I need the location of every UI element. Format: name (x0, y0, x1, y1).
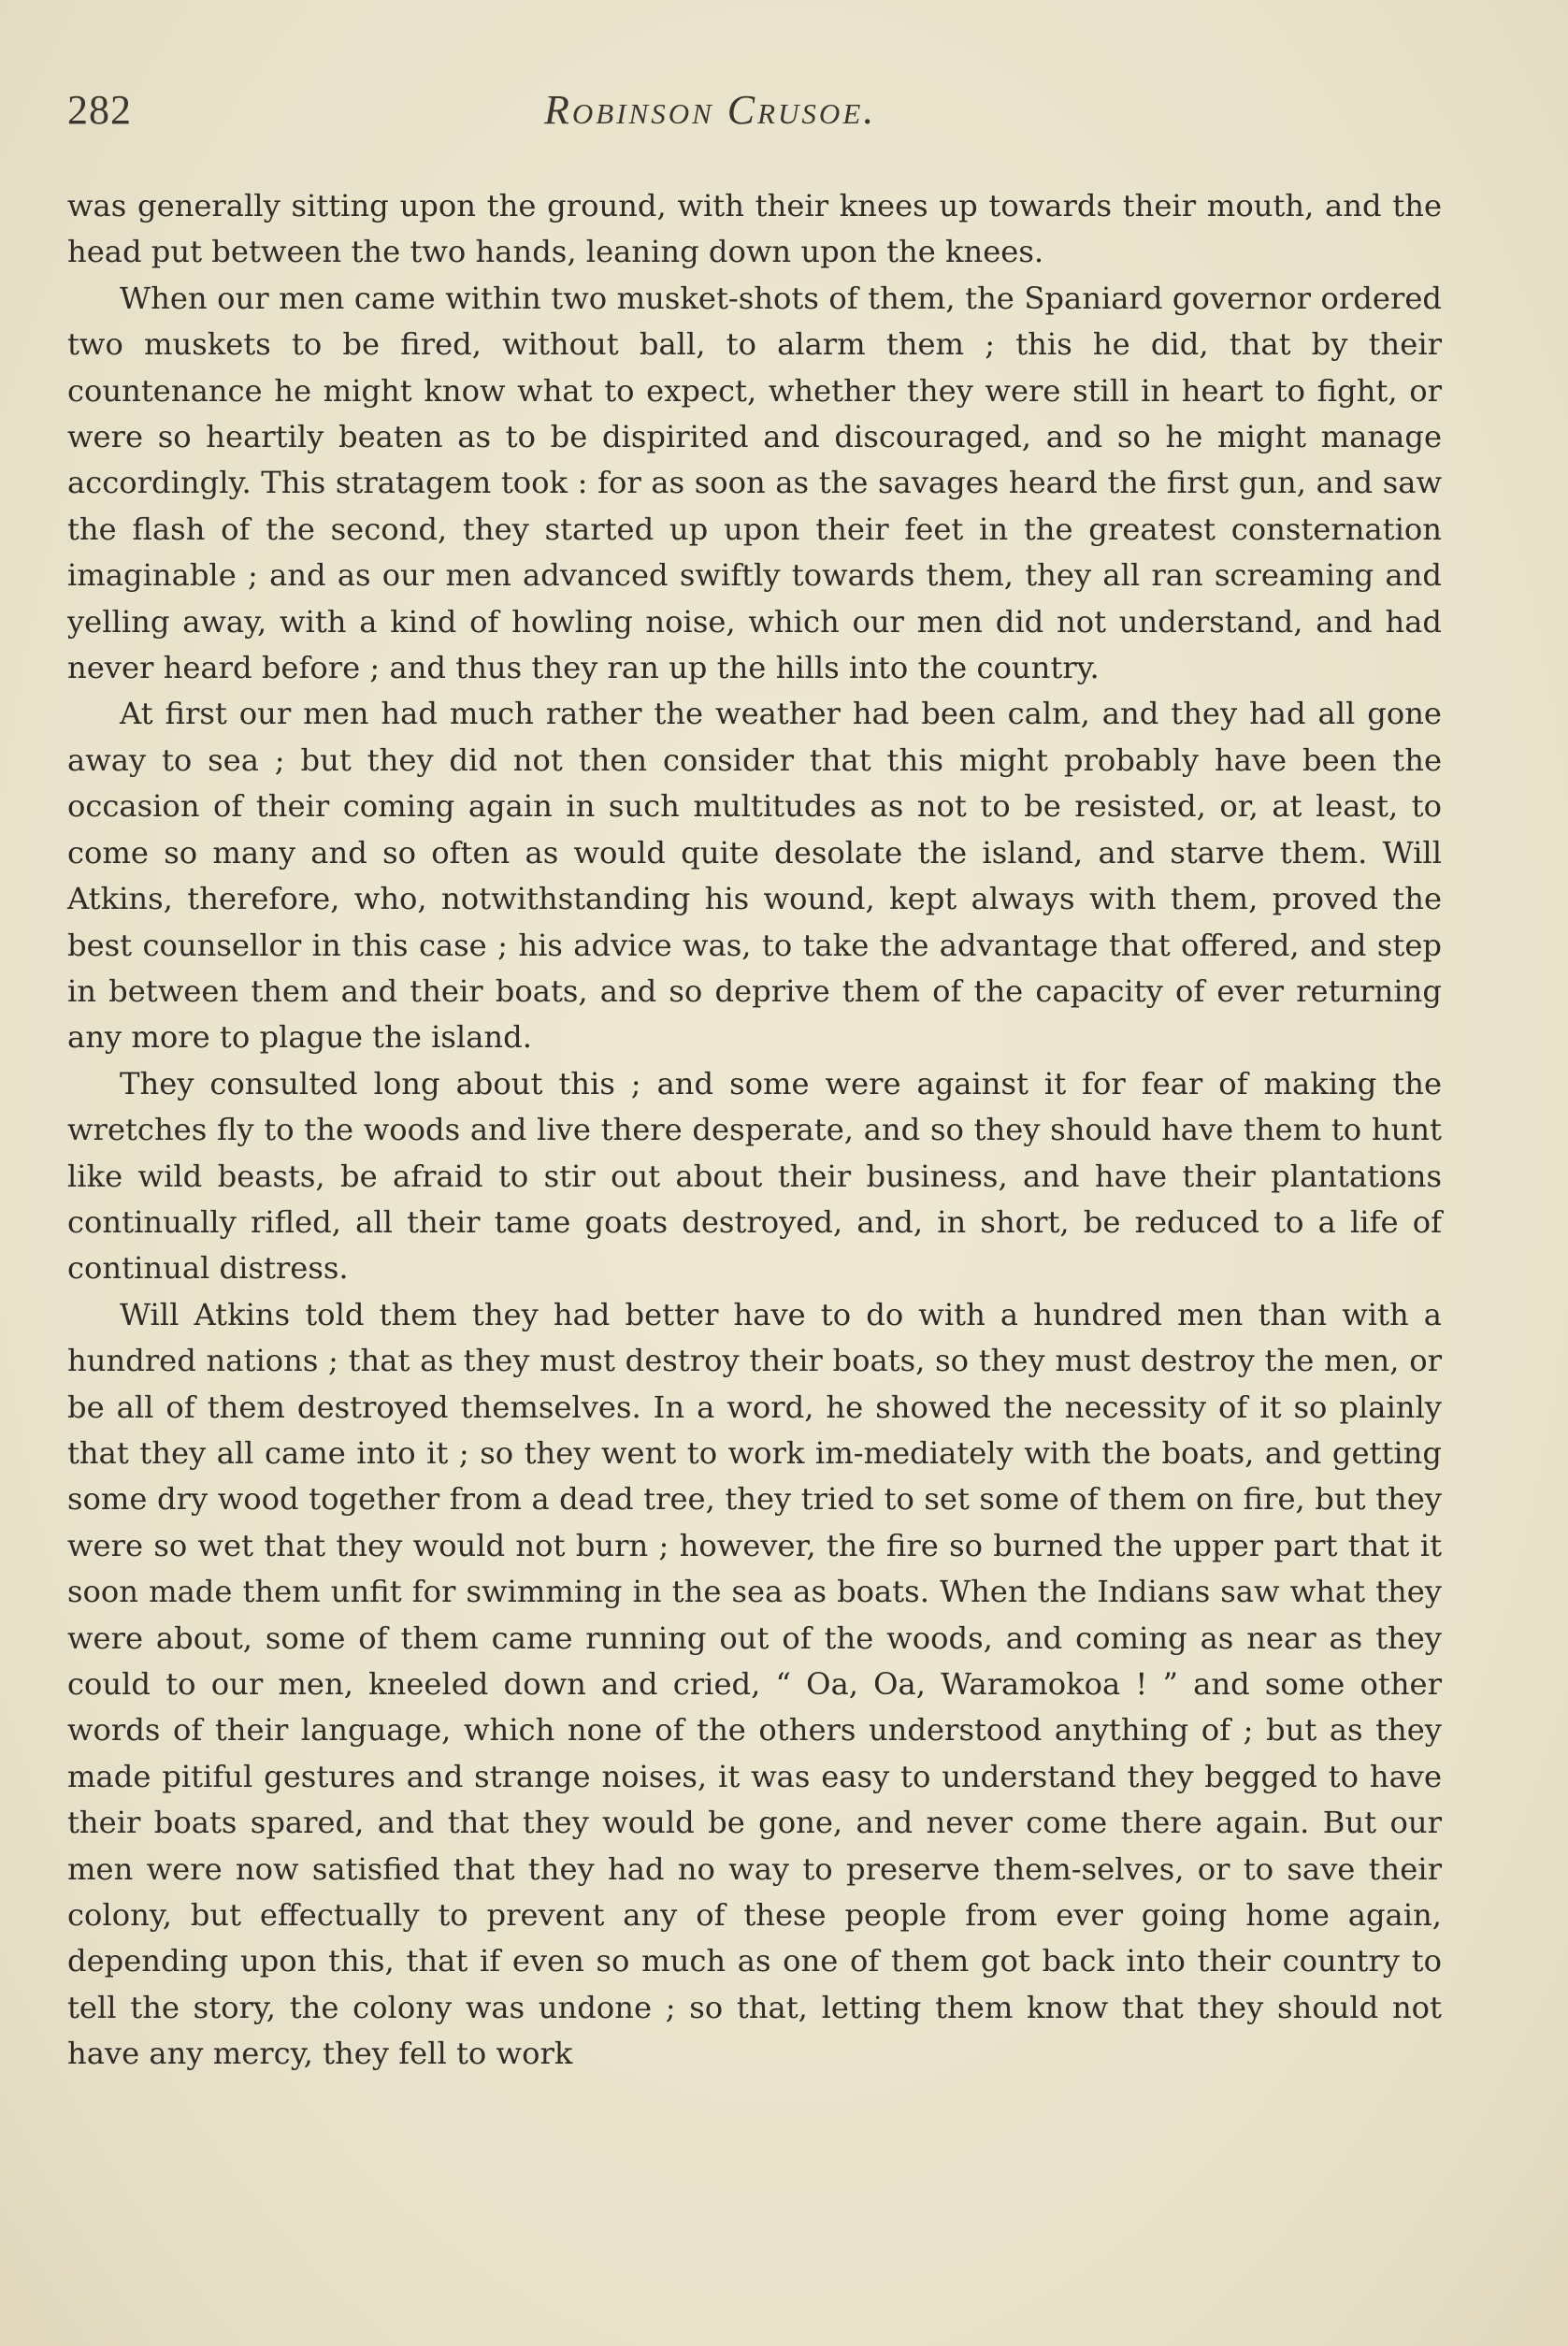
paragraph: Will Atkins told them they had better have to do with a hundred men than with a hundred nations ; that as they must destroy their boats, so they must destroy the men, or be all of them destroyed themselves. In a word, he showed the necessity of it so plainly that they all came into it ; so they went to work im-mediately with the boats, and getting some dry wood together from a dead tree, they tried to set some of them on fire, but they were so wet that they would not burn ; however, the fire so burned the upper part that it soon made them unfit for swimming in the sea as boats. When the Indians saw what they were about, some of them came running out of the woods, and coming as near as they could to our men, kneeled down and cried, “ Oa, Oa, Waramokoa ! ” and some other words of their language, which none of the others understood anything of ; but as they made pitiful gestures and strange noises, it was easy to understand they begged to have their boats spared, and that they would be gone, and never come there again. But our men were now satisfied that they had no way to preserve them-selves, or to save their colony, but effectually to prevent any of these people from ever going home again, depending upon this, that if even so much as one of them got back into their country to tell the story, the colony was undone ; so that, letting them know that they should not have any mercy, they fell to work (67, 1296, 1442, 2072)
paragraph-continuation: was generally sitting upon the ground, with their knees up towards their mouth, and the head put between the two hands, leaning down upon the knees. (67, 188, 1442, 270)
body-text (67, 183, 1442, 2078)
paragraph: When our men came within two musket-shots of them, the Spaniard governor ordered two muskets to be fired, without ball, to alarm them ; this he did, that by their countenance he might know what to expect, whether they were still in heart to fight, or were so heartily beaten as to be dispirited and discouraged, and so he might manage accordingly. This stratagem took : for as soon as the savages heard the first gun, and saw the flash of the second, they started up upon their feet in the greatest consternation imaginable ; and as our men advanced swiftly towards them, they all ran screaming and yelling away, with a kind of howling noise, which our men did not understand, and had never heard before ; and thus they ran up the hills into the country. (67, 280, 1442, 686)
paragraph: They consulted long about this ; and some were against it for fear of making the wretches fly to the woods and live there desperate, and so they should have them to hunt like wild beasts, be afraid to stir out about their business, and have their plantations continually rifled, all their tame goats destroyed, and, in short, be reduced to a life of continual distress. (67, 1065, 1442, 1287)
running-head: Robinson Crusoe. (544, 87, 877, 133)
page-number: 282 (67, 87, 132, 133)
page-header (67, 86, 1442, 142)
paragraph: At first our men had much rather the weather had been calm, and they had all gone away to sea ; but they did not then consider that this might probably have been the occasion of their coming again in such multitudes as not to be resisted, or, at least, to come so many and so often as would quite desolate the island, and starve them. Will Atkins, therefore, who, notwithstanding his wound, kept always with them, proved the best counsellor in this case ; his advice was, to take the advantage that offered, and step in between them and their boats, and so deprive them of the capacity of ever returning any more to plague the island. (67, 696, 1442, 1056)
